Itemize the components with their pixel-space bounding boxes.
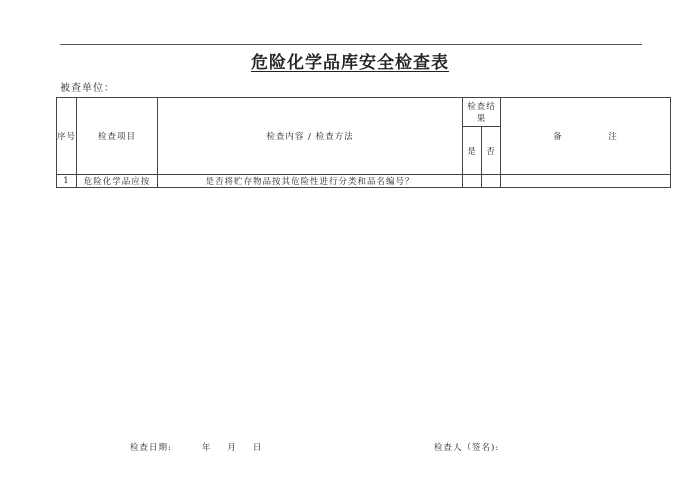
content-header: 检查内容 / 检查方法 (158, 98, 463, 175)
month-label: 月 (227, 443, 237, 453)
row-content: 是否将贮存物品按其危险性进行分类和品名编号？ (158, 175, 463, 188)
row-seq: 1 (57, 175, 77, 188)
no-header: 否 (482, 127, 501, 175)
item-header: 检查项目 (77, 98, 158, 175)
date-label: 检查日期: (130, 443, 172, 453)
inspection-table (56, 97, 671, 188)
row-note-cell[interactable] (501, 175, 671, 188)
inspected-unit-label: 被查单位： (60, 83, 115, 94)
table-header-row (57, 98, 671, 127)
yes-header: 是 (463, 127, 482, 175)
top-rule (60, 44, 642, 45)
row-yes-cell[interactable] (463, 175, 482, 188)
document-title: 危险化学品库安全检查表 (251, 53, 449, 73)
note-header: 备 注 (501, 98, 671, 175)
row-item: 危险化学品应按 (77, 175, 158, 188)
year-label: 年 (201, 443, 212, 453)
inspection-date-line (130, 441, 262, 453)
table-row (57, 175, 671, 188)
seq-header: 序号 (57, 98, 77, 175)
result-header: 检查结果 (463, 98, 501, 127)
row-no-cell[interactable] (482, 175, 501, 188)
day-label: 日 (252, 443, 263, 453)
inspector-signature-label: 检查人（签名): (434, 443, 500, 453)
